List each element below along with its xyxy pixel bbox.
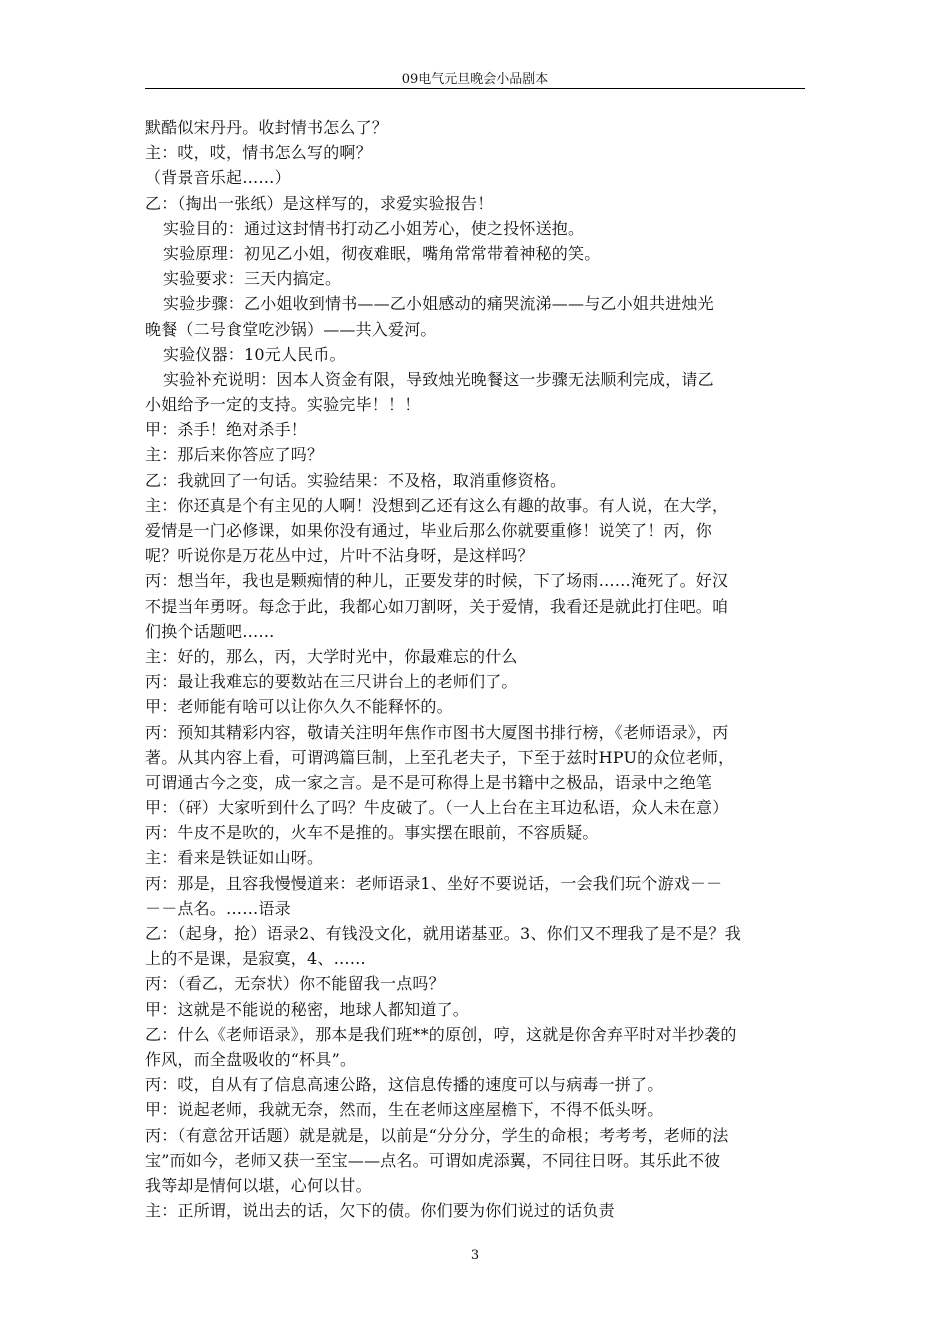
script-line: 默酷似宋丹丹。收封情书怎么了？ <box>145 118 389 137</box>
script-line: 上的不是课，是寂寞，4、…… <box>145 949 366 969</box>
page-header-title: 09电气元旦晚会小品剧本 <box>401 72 549 87</box>
script-line: 乙：我就回了一句话。实验结果：不及格，取消重修资格。 <box>145 470 567 490</box>
script-line: 丙：（看乙，无奈状）你不能留我一点吗？ <box>145 974 445 994</box>
script-line: 实验步骤：乙小姐收到情书——乙小姐感动的痛哭流涕——与乙小姐共进烛光 <box>163 294 714 314</box>
script-line: 呢？听说你是万花丛中过，片叶不沾身呀，是这样吗？ <box>145 546 534 566</box>
script-line: 主：看来是铁证如山呀。 <box>145 848 324 868</box>
script-line: 著。从其内容上看，可谓鸿篇巨制，上至孔老夫子，下至于兹时HPU的众位老师， <box>145 747 735 767</box>
script-line: 甲：（砰）大家听到什么了吗？牛皮破了。（一人上台在主耳边私语，众人未在意） <box>145 798 729 818</box>
script-line: 不提当年勇呀。每念于此，我都心如刀割呀，关于爱情，我看还是就此打住吧。咱 <box>145 596 729 616</box>
script-line: 主：哎，哎，情书怎么写的啊？ <box>145 143 372 163</box>
header-divider <box>145 88 805 89</box>
script-line: 晚餐（二号食堂吃沙锅）——共入爱河。 <box>145 319 437 339</box>
script-line: 爱情是一门必修课，如果你没有通过，毕业后那么你就要重修！说笑了！丙，你 <box>145 521 713 540</box>
script-line: （背景音乐起……） <box>145 168 291 188</box>
script-line: 丙：预知其精彩内容，敬请关注明年焦作市图书大厦图书排行榜，《老师语录》，丙 <box>145 722 729 742</box>
script-line: 丙：哎，自从有了信息高速公路，这信息传播的速度可以与病毒一拼了。 <box>145 1075 664 1095</box>
script-line: 小姐给予一定的支持。实验完毕！！！ <box>145 395 421 415</box>
script-line: 实验原理：初见乙小姐，彻夜难眠，嘴角常常带着神秘的笑。 <box>163 243 601 263</box>
script-line: 丙：（有意岔开话题）就是就是，以前是“分分分，学生的命根；考考考，老师的法 <box>145 1125 729 1145</box>
script-line: 甲：杀手！绝对杀手！ <box>145 420 308 440</box>
script-line: 们换个话题吧…… <box>145 621 275 641</box>
script-line: 丙：想当年，我也是颗痴情的种儿，正要发芽的时候，下了场雨……淹死了。好汉 <box>145 571 729 591</box>
script-line: 丙：最让我难忘的要数站在三尺讲台上的老师们了。 <box>145 672 518 692</box>
script-line: 作风，而全盘吸收的“杯具”。 <box>145 1049 357 1069</box>
script-line: 主：你还真是个有主见的人啊！没想到乙还有这么有趣的故事。有人说，在大学， <box>145 495 729 515</box>
script-line: 乙：什么《老师语录》，那本是我们班**的原创，哼，这就是你舍弃平时对半抄袭的 <box>145 1024 737 1044</box>
script-line: 甲：这就是不能说的秘密，地球人都知道了。 <box>145 999 470 1019</box>
script-line: 宝”而如今，老师又获一至宝——点名。可谓如虎添翼，不同往日呀。其乐此不彼 <box>145 1150 721 1170</box>
script-line: 主：那后来你答应了吗？ <box>145 445 324 465</box>
script-line: 丙：牛皮不是吹的，火车不是推的。事实摆在眼前，不容质疑。 <box>145 823 599 843</box>
script-line: 可谓通古今之变，成一家之言。是不是可称得上是书籍中之极品，语录中之绝笔 <box>145 772 713 792</box>
page-number: 3 <box>470 1248 480 1263</box>
script-line: 乙：（起身，抢）语录2、有钱没文化，就用诺基亚。3、你们又不理我了是不是？我 <box>145 924 741 943</box>
script-line: 丙：那是，且容我慢慢道来：老师语录1、坐好不要说话，一会我们玩个游戏－－ <box>145 873 723 893</box>
script-line: 实验要求：三天内搞定。 <box>163 269 342 289</box>
script-line: 乙：（掏出一张纸）是这样写的，求爱实验报告！ <box>145 193 494 213</box>
script-line: 主：好的，那么，丙，大学时光中，你最难忘的什么 <box>145 646 518 666</box>
script-line: －－点名。……语录 <box>145 898 291 918</box>
script-line: 甲：说起老师，我就无奈，然而，生在老师这座屋檐下，不得不低头呀。 <box>145 1100 664 1120</box>
script-body <box>145 115 807 1223</box>
script-line: 主：正所谓，说出去的话，欠下的债。你们要为你们说过的话负责 <box>145 1201 615 1221</box>
script-line: 实验仪器：10元人民币。 <box>163 344 346 364</box>
script-line: 我等却是情何以堪，心何以甘。 <box>145 1175 372 1195</box>
script-line: 实验目的：通过这封情书打动乙小姐芳心，使之投怀送抱。 <box>163 218 585 238</box>
script-line: 甲：老师能有啥可以让你久久不能释怀的。 <box>145 697 453 717</box>
script-line: 实验补充说明：因本人资金有限，导致烛光晚餐这一步骤无法顺利完成，请乙 <box>163 369 714 389</box>
